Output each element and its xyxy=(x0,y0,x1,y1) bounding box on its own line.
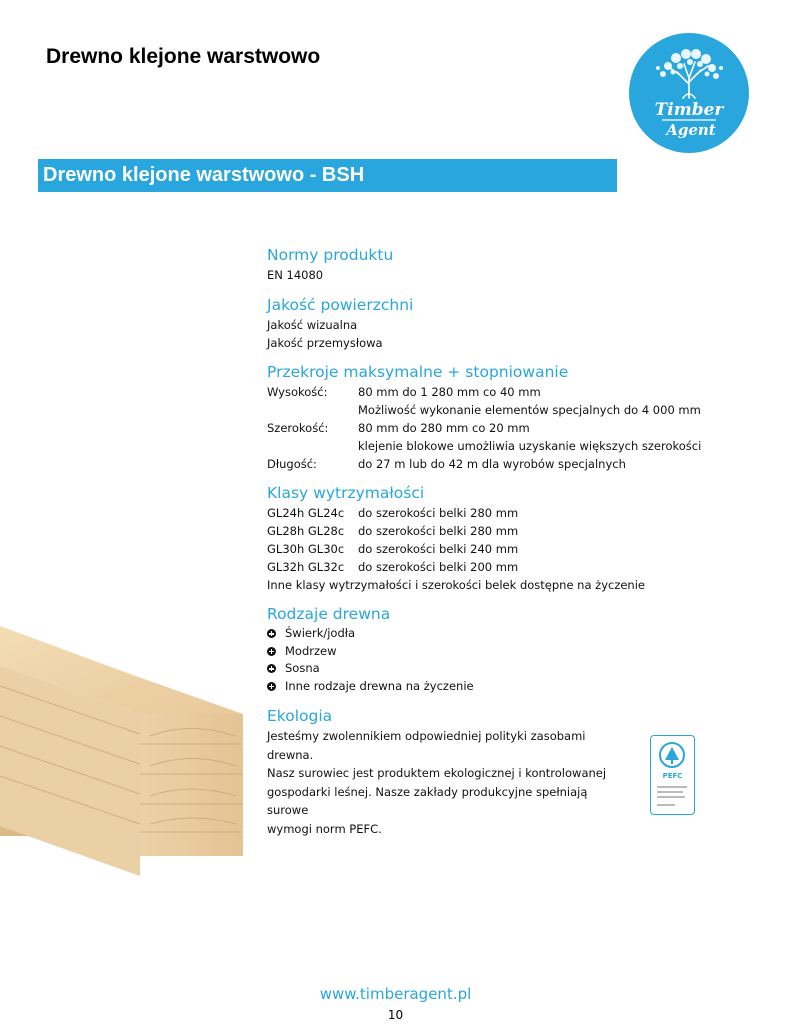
size-label xyxy=(267,437,358,455)
size-row xyxy=(267,455,727,473)
strength-row xyxy=(267,504,727,522)
logo-word-1: Timber xyxy=(654,100,724,120)
section-banner: Drewno klejone warstwowo - BSH xyxy=(38,159,617,192)
wood-type: Sosna xyxy=(285,661,320,675)
list-item xyxy=(267,643,727,661)
sizes-heading: Przekroje maksymalne + stopniowanie xyxy=(267,363,569,381)
section-wood-types xyxy=(267,603,727,695)
list-item xyxy=(267,660,727,678)
timber-agent-logo xyxy=(628,32,750,154)
surface-line: Jakość wizualna xyxy=(267,318,358,332)
section-surface xyxy=(267,294,727,352)
plus-bullet-icon xyxy=(267,629,276,638)
size-row xyxy=(267,437,727,455)
pefc-certification-badge xyxy=(650,735,695,815)
strength-note: Inne klasy wytrzymałości i szerokości belek dostępne na życzenie xyxy=(267,578,645,592)
section-norms xyxy=(267,244,727,284)
ecology-line: gospodarki leśnej. Nasze zakłady produkcyjne spełniają surowe xyxy=(267,784,588,817)
surface-line: Jakość przemysłowa xyxy=(267,336,383,350)
section-strength xyxy=(267,482,727,594)
ecology-line: Nasz surowiec jest produktem ekologicznej i kontrolowanej xyxy=(267,766,607,780)
plus-bullet-icon xyxy=(267,664,276,673)
size-label xyxy=(267,401,358,419)
list-item xyxy=(267,625,727,643)
ecology-line: wymogi norm PEFC. xyxy=(267,821,382,836)
glulam-beam-image xyxy=(0,586,250,886)
strength-class: GL24h GL24c xyxy=(267,506,345,520)
size-value: 80 mm do 1 280 mm co 40 mm xyxy=(358,385,541,399)
plus-bullet-icon xyxy=(267,647,276,656)
plus-bullet-icon xyxy=(267,682,276,691)
size-label: Wysokość: xyxy=(267,385,328,399)
strength-class: GL32h GL32c xyxy=(267,560,345,574)
size-row xyxy=(267,401,727,419)
size-value: do 27 m lub do 42 m dla wyrobów specjalnych xyxy=(358,457,626,471)
size-value: Możliwość wykonanie elementów specjalnych do 4 000 mm xyxy=(358,403,701,417)
strength-row xyxy=(267,540,727,558)
footer-website-link[interactable]: www.timberagent.pl xyxy=(319,985,472,1003)
pefc-tree-icon xyxy=(651,738,693,772)
size-label: Długość: xyxy=(267,457,317,471)
strength-row xyxy=(267,558,727,576)
strength-value: do szerokości belki 240 mm xyxy=(358,542,519,556)
strength-class: GL30h GL30c xyxy=(267,542,345,556)
wood-type: Świerk/jodła xyxy=(285,626,356,640)
page-title: Drewno klejone warstwowo xyxy=(46,45,321,68)
ecology-heading: Ekologia xyxy=(267,707,333,725)
norms-heading: Normy produktu xyxy=(267,246,394,264)
ecology-line: Jesteśmy zwolennikiem odpowiedniej polityki zasobami drewna. xyxy=(267,729,586,762)
section-sizes xyxy=(267,361,727,473)
strength-value: do szerokości belki 280 mm xyxy=(358,524,519,538)
strength-row xyxy=(267,522,727,540)
strength-value: do szerokości belki 280 mm xyxy=(358,506,519,520)
surface-heading: Jakość powierzchni xyxy=(267,296,414,314)
pefc-label: PEFC xyxy=(662,772,683,780)
wood-type: Modrzew xyxy=(285,643,337,658)
norm-value: EN 14080 xyxy=(267,268,324,282)
wood-type: Inne rodzaje drewna na życzenie xyxy=(285,678,474,693)
strength-value: do szerokości belki 200 mm xyxy=(358,560,519,574)
strength-class: GL28h GL28c xyxy=(267,524,345,538)
wood-heading: Rodzaje drewna xyxy=(267,605,391,623)
size-label: Szerokość: xyxy=(267,421,329,435)
ecology-text xyxy=(267,727,627,838)
size-row xyxy=(267,383,727,401)
list-item xyxy=(267,678,727,696)
logo-word-2: Agent xyxy=(666,121,716,139)
strength-heading: Klasy wytrzymałości xyxy=(267,484,425,502)
size-value: 80 mm do 280 mm co 20 mm xyxy=(358,421,530,435)
size-value: klejenie blokowe umożliwia uzyskanie większych szerokości xyxy=(358,439,702,453)
size-row xyxy=(267,419,727,437)
page-number: 10 xyxy=(387,1008,404,1022)
